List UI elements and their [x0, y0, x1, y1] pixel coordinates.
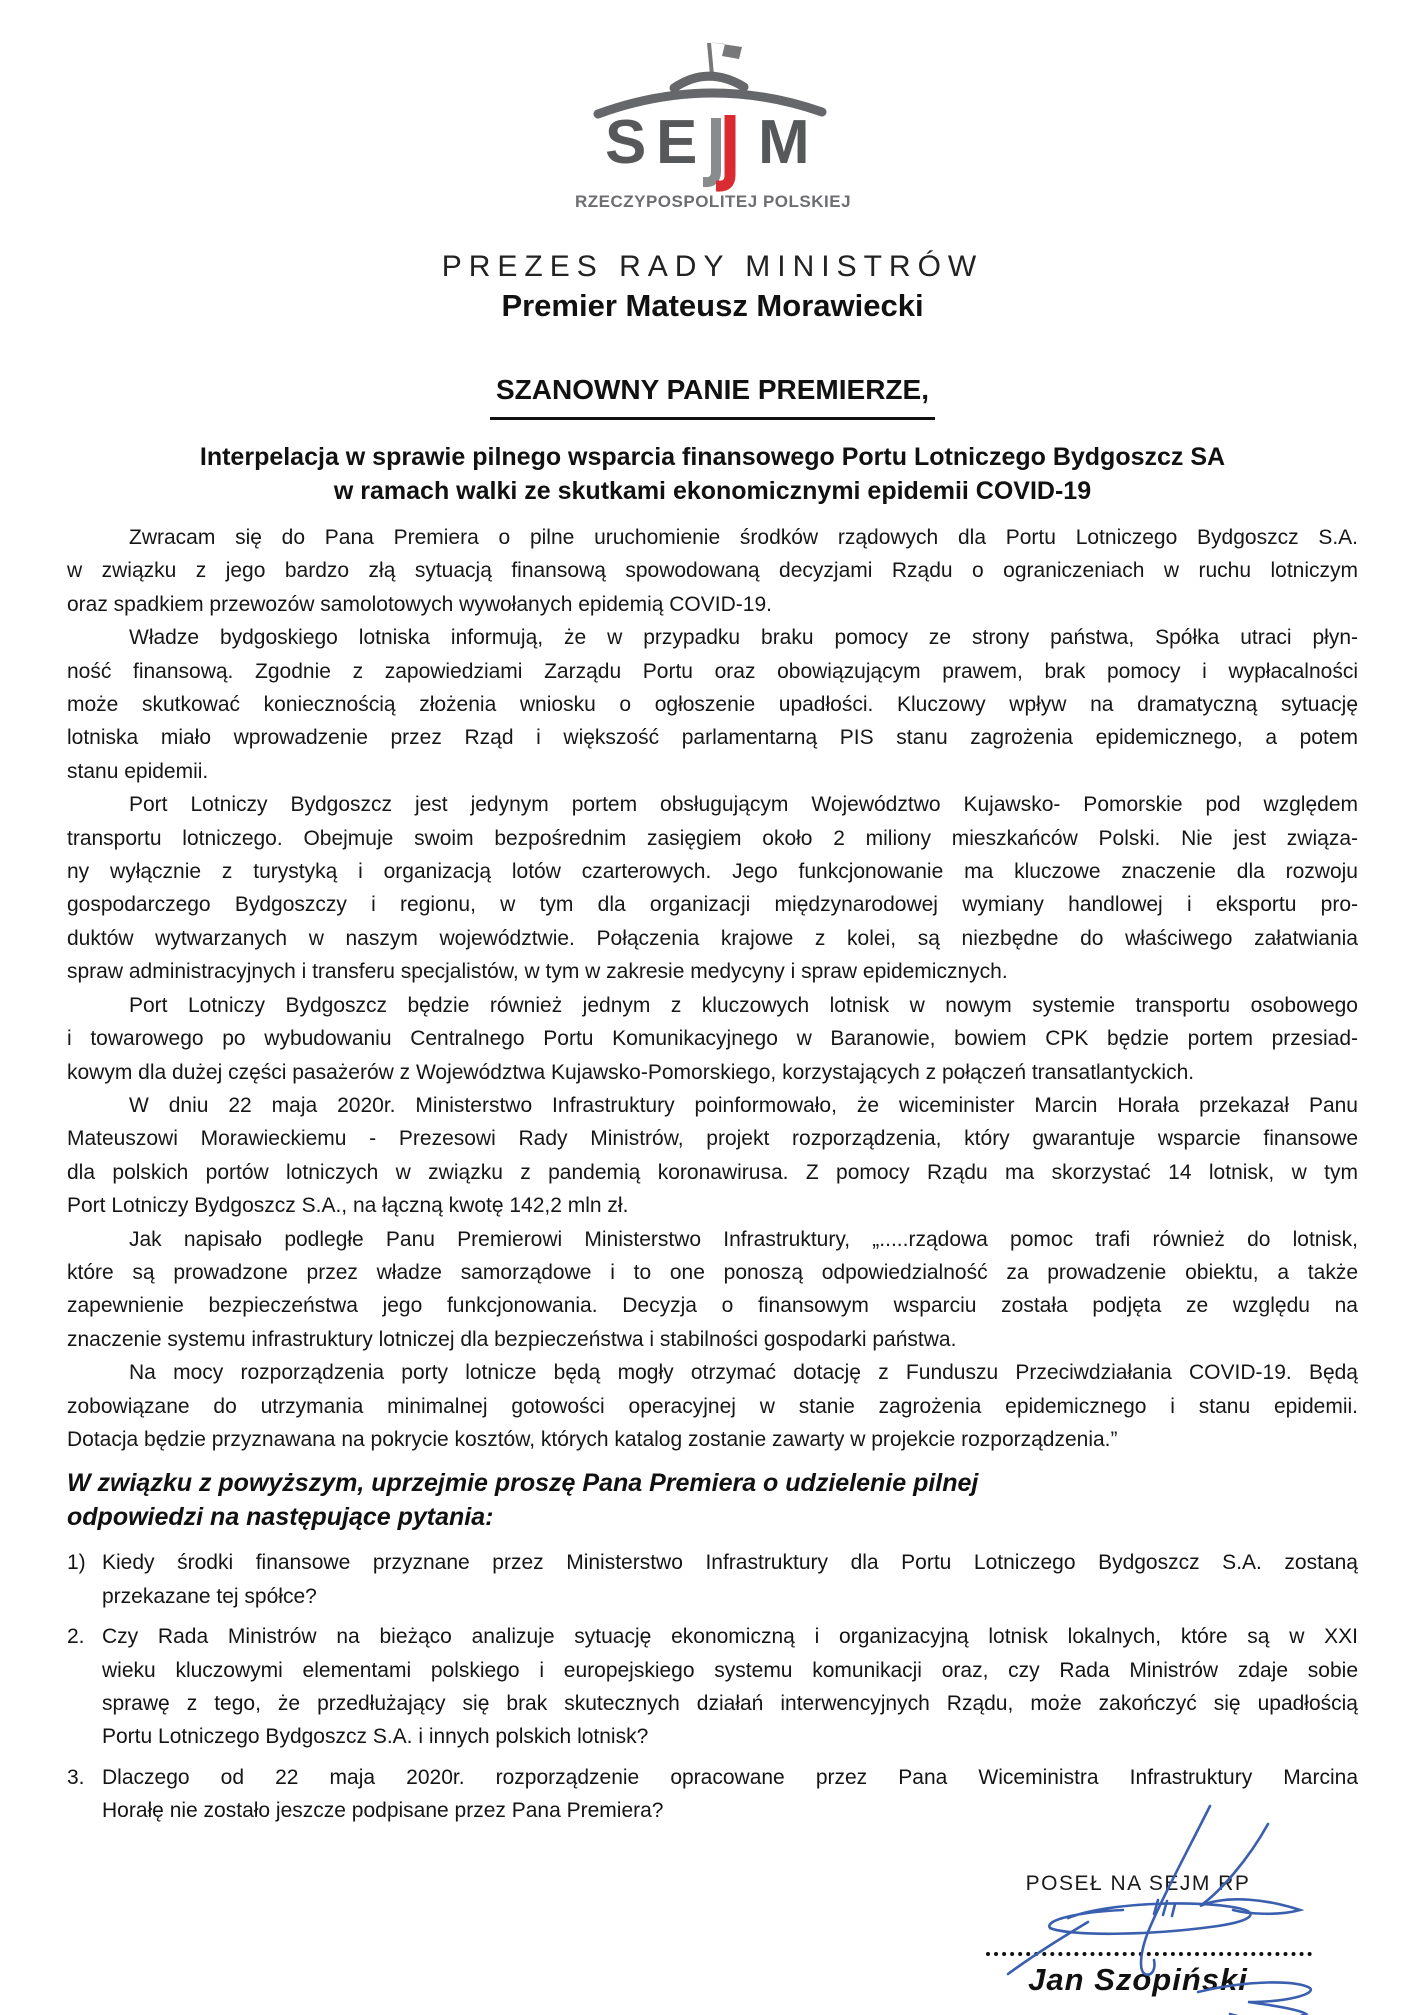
text-line: transportu lotniczego. Obejmuje swoim bezpośrednim zasięgiem około 2 miliony mieszkańców Polski. Nie jest związa- [67, 826, 1358, 850]
question-marker: 2. [67, 1625, 85, 1649]
paragraph [67, 989, 1358, 1089]
text-line: i towarowego po wybudowaniu Centralnego Portu Komunikacyjnego w Baranowie, bowiem CPK będzie portem przesiad- [67, 1027, 1358, 1051]
text-line: Dotacja będzie przyznawana na pokrycie kosztów, których katalog zostanie zawarty w projekcie rozporządzenia.” [67, 1427, 1118, 1451]
question-marker: 3. [67, 1765, 85, 1789]
text-line: może skutkować koniecznością złożenia wniosku o ogłoszenie upadłości. Kluczowy wpływ na dramatyczną sytuację [67, 693, 1358, 717]
text-line: Na mocy rozporządzenia porty lotnicze będą mogły otrzymać dotację z Funduszu Przeciwdziałania COVID-19. Będą [129, 1361, 1358, 1385]
paragraph [67, 1356, 1358, 1456]
text-line: Portu Lotniczego Bydgoszcz S.A. i innych polskich lotnisk? [102, 1725, 649, 1749]
text-line: Kiedy środki finansowe przyznane przez Ministerstwo Infrastruktury dla Portu Lotniczego Bydgoszcz S.A. zostaną [102, 1551, 1358, 1575]
text-line: Port Lotniczy Bydgoszcz jest jedynym portem obsługującym Województwo Kujawsko- Pomorskie pod względem [129, 793, 1358, 817]
text-line: znaczenie systemu infrastruktury lotniczej dla bezpieczeństwa i stabilności gospodarki państwa. [67, 1327, 957, 1351]
text-line: W dniu 22 maja 2020r. Ministerstwo Infrastruktury poinformowało, że wiceminister Marcin Horała przekazał Panu [129, 1093, 1358, 1117]
questions-list [67, 1546, 1358, 1827]
logo-letter-m: M [757, 108, 810, 177]
text-line: stanu epidemii. [67, 759, 209, 783]
subject-line-1: Interpelacja w sprawie pilnego wsparcia finansowego Portu Lotniczego Bydgoszcz SA [199, 443, 1226, 471]
signature-block [978, 1844, 1298, 2014]
question-marker: 1) [67, 1551, 86, 1575]
text-line: w związku z jego bardzo złą sytuacją finansową spowodowaną decyzjami Rządu o ograniczeniach w ruchu lotniczym [67, 559, 1358, 583]
question-item [67, 1620, 1358, 1754]
subject-line-2: w ramach walki ze skutkami ekonomicznymi epidemii COVID-19 [333, 477, 1092, 505]
text-line: sprawę z tego, że przedłużający się brak skutecznych działań interwencyjnych Rządu, może zakończyć się upadłością [102, 1692, 1358, 1715]
text-line: Władze bydgoskiego lotniska informują, że w przypadku braku pomocy ze strony państwa, Spółka utraci płyn- [129, 626, 1358, 650]
text-line: Horałę nie zostało jeszcze podpisane przez Pana Premiera? [102, 1799, 664, 1823]
text-line: Zwracam się do Pana Premiera o pilne uruchomienie środków rządowych dla Portu Lotniczego Bydgoszcz S.A. [129, 526, 1358, 549]
question-item [67, 1761, 1358, 1828]
sejm-logo-icon [558, 35, 868, 215]
text-line: Czy Rada Ministrów na bieżąco analizuje sytuację ekonomiczną i organizacyjną lotnisk lokalnych, które są w XXI [102, 1625, 1358, 1649]
text-line: ny wyłącznie z turystyką i organizacją lotów czarterowych. Jego funkcjonowanie ma kluczowe znaczenie dla rozwoju [67, 860, 1358, 884]
text-line: W związku z powyższym, uprzejmie proszę Pana Premiera o udzielenie pilnej [67, 1469, 979, 1498]
text-line: Mateuszowi Morawieckiemu - Prezesowi Rady Ministrów, projekt rozporządzenia, który gwarantuje wsparcie finansowe [67, 1127, 1358, 1151]
text-line: Port Lotniczy Bydgoszcz S.A., na łączną kwotę 142,2 mln zł. [67, 1194, 629, 1218]
flag-icon [709, 42, 742, 75]
text-line: dla polskich portów lotniczych w związku z pandemią koronawirusa. Z pomocy Rządu ma skorzystać 14 lotnisk, w tym [67, 1160, 1358, 1184]
logo-letter-s: S [604, 108, 646, 177]
logo-letter-e: E [655, 108, 697, 177]
text-line: zapewnienie bezpieczeństwa jego funkcjonowania. Decyzja o finansowym wsparciu została podjęta ze względu na [67, 1294, 1358, 1318]
paragraph [67, 788, 1358, 988]
text-line: Dlaczego od 22 maja 2020r. rozporządzenie opracowane przez Pana Wiceministra Infrastruktury Marcina [102, 1765, 1358, 1789]
text-line: lotniska miało wprowadzenie przez Rząd i większość parlamentarną PIS stanu zagrożenia epidemicznego, a potem [67, 726, 1358, 750]
logo-subtitle: RZECZYPOSPOLITEJ POLSKIEJ [574, 192, 851, 211]
text-line: przekazane tej spółce? [102, 1584, 317, 1608]
sejm-logo [67, 35, 1358, 220]
question-text [102, 1620, 1358, 1754]
paragraph [67, 1089, 1358, 1223]
text-line: oraz spadkiem przewozów samolotowych wywołanych epidemią COVID-19. [67, 592, 772, 616]
text-line: Jak napisało podległe Panu Premierowi Ministerstwo Infrastruktury, „.....rządowa pomoc trafi również do lotnisk, [129, 1227, 1358, 1251]
text-line: ność finansową. Zgodnie z zapowiedziami Zarządu Portu oraz obowiązującym prawem, brak pomocy i wypłacalności [67, 659, 1358, 683]
text-line: Port Lotniczy Bydgoszcz będzie również jednym z kluczowych lotnisk w nowym systemie transportu osobowego [129, 993, 1358, 1017]
text-line: spraw administracyjnych i transferu specjalistów, w tym w zakresie medycyny i spraw epidemicznych. [67, 960, 1008, 984]
recipient-title: PREZES RADY MINISTRÓW [441, 250, 984, 283]
salutation: SZANOWNY PANIE PREMIERZE, [490, 374, 935, 420]
text-line: zobowiązane do utrzymania minimalnej gotowości operacyjnej w stanie zagrożenia epidemicznego i stanu epidemii. [67, 1394, 1358, 1418]
paragraph [67, 621, 1358, 788]
paragraph [67, 1223, 1358, 1357]
text-line: duktów wytwarzanych w naszym województwie. Połączenia krajowe z kolei, są niezbędne do właściwego załatwiania [67, 926, 1358, 950]
dome-top-arc [674, 76, 744, 88]
text-line: odpowiedzi na następujące pytania: [67, 1502, 494, 1531]
signature-dotted-line [986, 1952, 1312, 1956]
recipient-name: Premier Mateusz Morawiecki [501, 288, 924, 323]
closing-request [67, 1467, 1358, 1534]
question-item [67, 1546, 1358, 1613]
question-text [102, 1761, 1358, 1828]
text-line: które są prowadzone przez władze samorządowe i to one ponoszą odpowiedzialność za prowadzenie obiektu, a także [67, 1260, 1358, 1284]
signatory-role: POSEŁ NA SEJM RP [1025, 1871, 1251, 1895]
subject-title [67, 440, 1358, 508]
signatory-name: Jan Szopiński [1028, 1961, 1248, 1997]
logo-letter-j-gray [703, 118, 716, 182]
question-text [102, 1546, 1358, 1613]
text-line: kowym dla dużej części pasażerów z Województwa Kujawsko-Pomorskiego, korzystających z połączeń transatlantyckich. [67, 1060, 1195, 1084]
text-line: gospodarczego Bydgoszczy i regionu, w tym dla organizacji międzynarodowej wymiany handlowej i eksportu pro- [67, 893, 1358, 917]
letter-body [67, 521, 1358, 1456]
paragraph [67, 521, 1358, 621]
text-line: wieku kluczowymi elementami polskiego i europejskiego systemu komunikacji oraz, czy Rada Ministrów zdaje sobie [102, 1658, 1358, 1682]
